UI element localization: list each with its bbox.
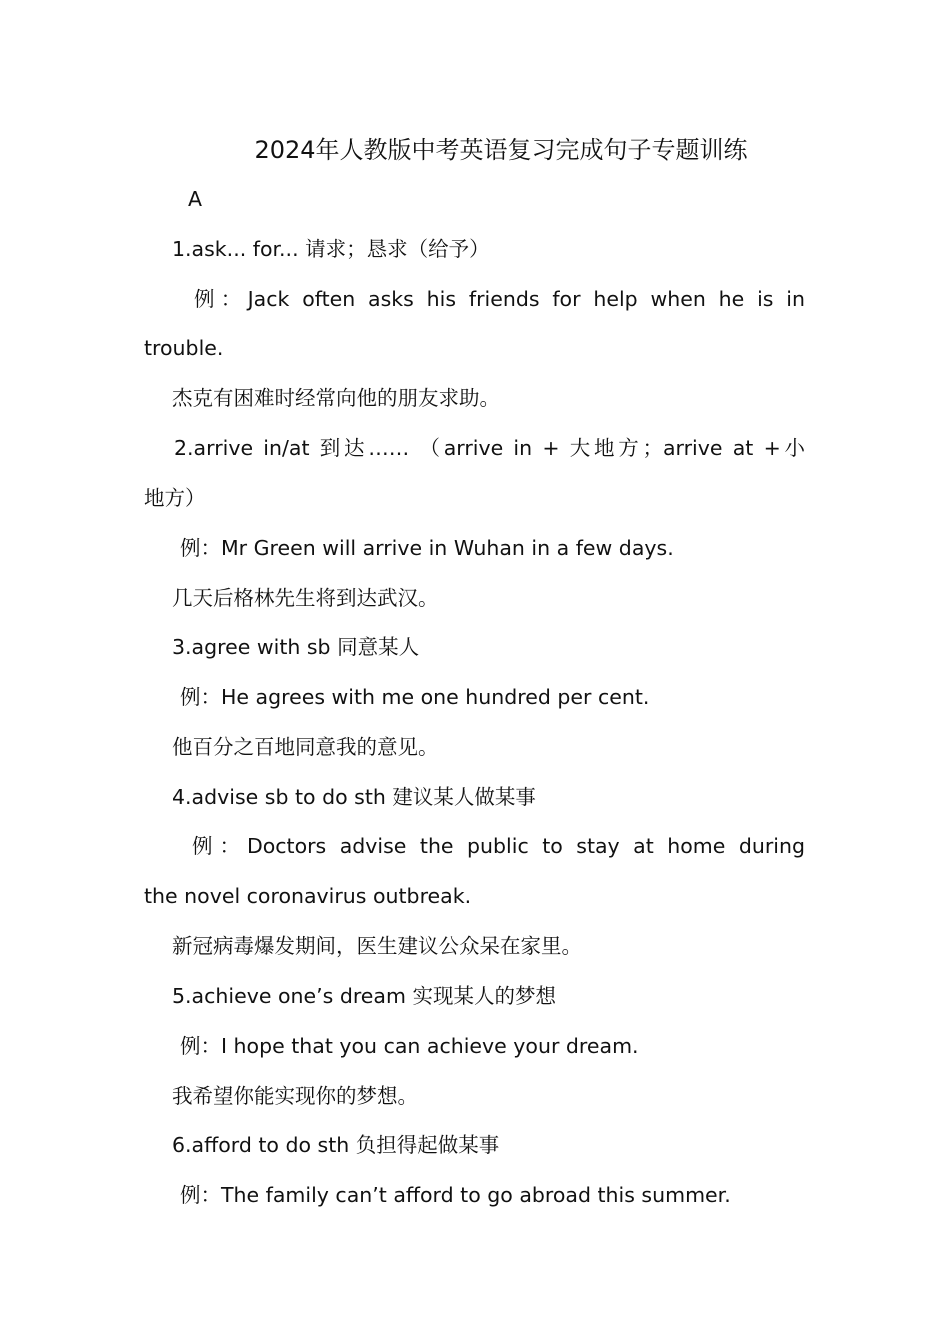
item-1-example-cont: trouble.: [144, 336, 224, 360]
item-4-translation: 新冠病毒爆发期间，医生建议公众呆在家里。: [172, 934, 582, 958]
item-3-translation: 他百分之百地同意我的意见。: [172, 735, 439, 759]
item-4-example: 例：Doctors advise the public to stay at home during: [192, 834, 805, 858]
document-title: 2024年人教版中考英语复习完成句子专题训练: [254, 136, 748, 164]
item-2-example: 例：Mr Green will arrive in Wuhan in a few days.: [180, 536, 674, 560]
item-2-translation: 几天后格林先生将到达武汉。: [172, 586, 439, 610]
item-5-heading: 5.achieve one’s dream 实现某人的梦想: [172, 984, 556, 1008]
item-6-example: 例：The family can’t afford to go abroad this summer.: [180, 1183, 731, 1207]
item-2-heading: 2.arrive in/at 到达…… （arrive in + 大地方；arrive at +小: [174, 436, 805, 460]
item-6-heading: 6.afford to do sth 负担得起做某事: [172, 1133, 500, 1157]
section-label: A: [188, 187, 203, 211]
item-5-example: 例：I hope that you can achieve your dream.: [180, 1034, 639, 1058]
item-4-heading: 4.advise sb to do sth 建议某人做某事: [172, 785, 536, 809]
item-1-translation: 杰克有困难时经常向他的朋友求助。: [172, 386, 500, 410]
item-5-translation: 我希望你能实现你的梦想。: [172, 1084, 418, 1108]
item-1-example: 例：Jack often asks his friends for help when he is in: [194, 287, 805, 311]
item-1-heading: 1.ask... for... 请求；恳求（给予）: [172, 237, 490, 261]
item-3-example: 例：He agrees with me one hundred per cent.: [180, 685, 650, 709]
item-4-example-cont: the novel coronavirus outbreak.: [144, 884, 472, 908]
item-2-heading-cont: 地方）: [144, 486, 206, 510]
item-3-heading: 3.agree with sb 同意某人: [172, 635, 420, 659]
